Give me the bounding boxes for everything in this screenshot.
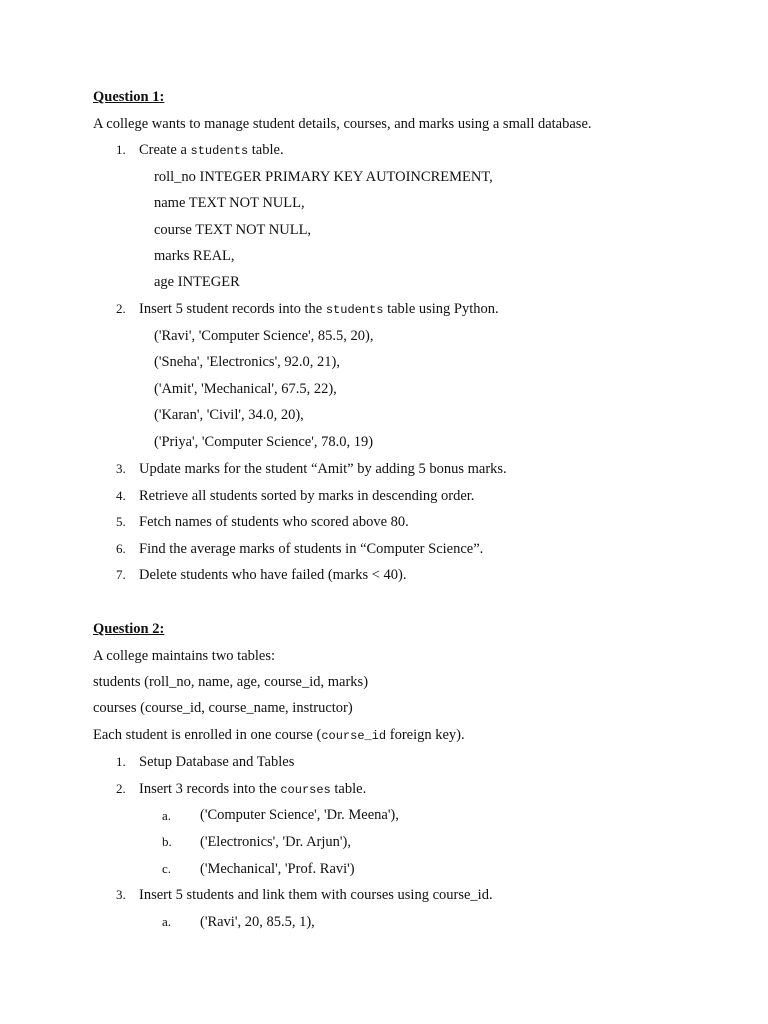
code-students: students	[190, 144, 249, 158]
schema-line: roll_no INTEGER PRIMARY KEY AUTOINCREMENT,	[154, 169, 493, 185]
list-number: 3.	[116, 461, 126, 476]
code-students: students	[325, 303, 384, 317]
question-1-intro: A college wants to manage student details, courses, and marks using a small database.	[93, 116, 592, 132]
list-number: 1.	[116, 142, 126, 157]
item-text: table.	[248, 142, 284, 158]
student-record: ('Ravi', 20, 85.5, 1),	[200, 914, 315, 930]
list-number: 2.	[116, 781, 126, 796]
code-course-id: course_id	[321, 729, 387, 743]
item-text: Insert 3 records into the	[139, 781, 281, 797]
q1-item-5: Fetch names of students who scored above 80.	[139, 514, 409, 530]
list-number: 6.	[116, 541, 126, 556]
course-record: ('Mechanical', 'Prof. Ravi')	[200, 861, 355, 877]
q1-item-6: Find the average marks of students in “Computer Science”.	[139, 541, 484, 557]
sub-list-letter: a.	[162, 914, 172, 929]
record-line: ('Karan', 'Civil', 34.0, 20),	[154, 407, 304, 423]
schema-line: marks REAL,	[154, 248, 235, 264]
question-2-fk-line	[93, 726, 465, 745]
list-number: 1.	[116, 754, 126, 769]
q1-item-2	[139, 300, 499, 319]
question-1-heading: Question 1:	[93, 89, 165, 105]
q1-item-4: Retrieve all students sorted by marks in descending order.	[139, 488, 475, 504]
list-number: 5.	[116, 514, 126, 529]
line-text: foreign key).	[386, 727, 465, 743]
list-number: 7.	[116, 567, 126, 582]
item-text: Create a	[139, 142, 191, 158]
course-record: ('Electronics', 'Dr. Arjun'),	[200, 834, 351, 850]
list-number: 4.	[116, 488, 126, 503]
q2-item-3: Insert 5 students and link them with courses using course_id.	[139, 887, 493, 903]
code-courses: courses	[280, 783, 331, 797]
sub-list-letter: b.	[162, 834, 172, 849]
record-line: ('Ravi', 'Computer Science', 85.5, 20),	[154, 328, 374, 344]
q1-item-7: Delete students who have failed (marks < 40).	[139, 567, 407, 583]
question-2-heading: Question 2:	[93, 621, 165, 637]
item-text: Insert 5 student records into the	[139, 301, 326, 317]
schema-line: name TEXT NOT NULL,	[154, 195, 305, 211]
list-number: 2.	[116, 301, 126, 316]
item-text: table using Python.	[383, 301, 499, 317]
q1-item-1	[139, 141, 284, 160]
schema-line: course TEXT NOT NULL,	[154, 222, 312, 238]
q2-item-1: Setup Database and Tables	[139, 754, 295, 770]
sub-list-letter: a.	[162, 808, 172, 823]
q2-item-2	[139, 780, 366, 799]
line-text: Each student is enrolled in one course (	[93, 727, 322, 743]
record-line: ('Amit', 'Mechanical', 67.5, 22),	[154, 381, 337, 397]
course-record: ('Computer Science', 'Dr. Meena'),	[200, 807, 399, 823]
question-2-line: students (roll_no, name, age, course_id, marks)	[93, 674, 369, 690]
question-2-line: A college maintains two tables:	[93, 648, 276, 664]
record-line: ('Priya', 'Computer Science', 78.0, 19)	[154, 434, 374, 450]
sub-list-letter: c.	[162, 861, 172, 876]
item-text: table.	[330, 781, 367, 797]
record-line: ('Sneha', 'Electronics', 92.0, 21),	[154, 354, 341, 370]
schema-line: age INTEGER	[154, 274, 240, 290]
list-number: 3.	[116, 887, 126, 902]
question-2-line: courses (course_id, course_name, instructor)	[93, 700, 353, 716]
q1-item-3: Update marks for the student “Amit” by adding 5 bonus marks.	[139, 461, 507, 477]
